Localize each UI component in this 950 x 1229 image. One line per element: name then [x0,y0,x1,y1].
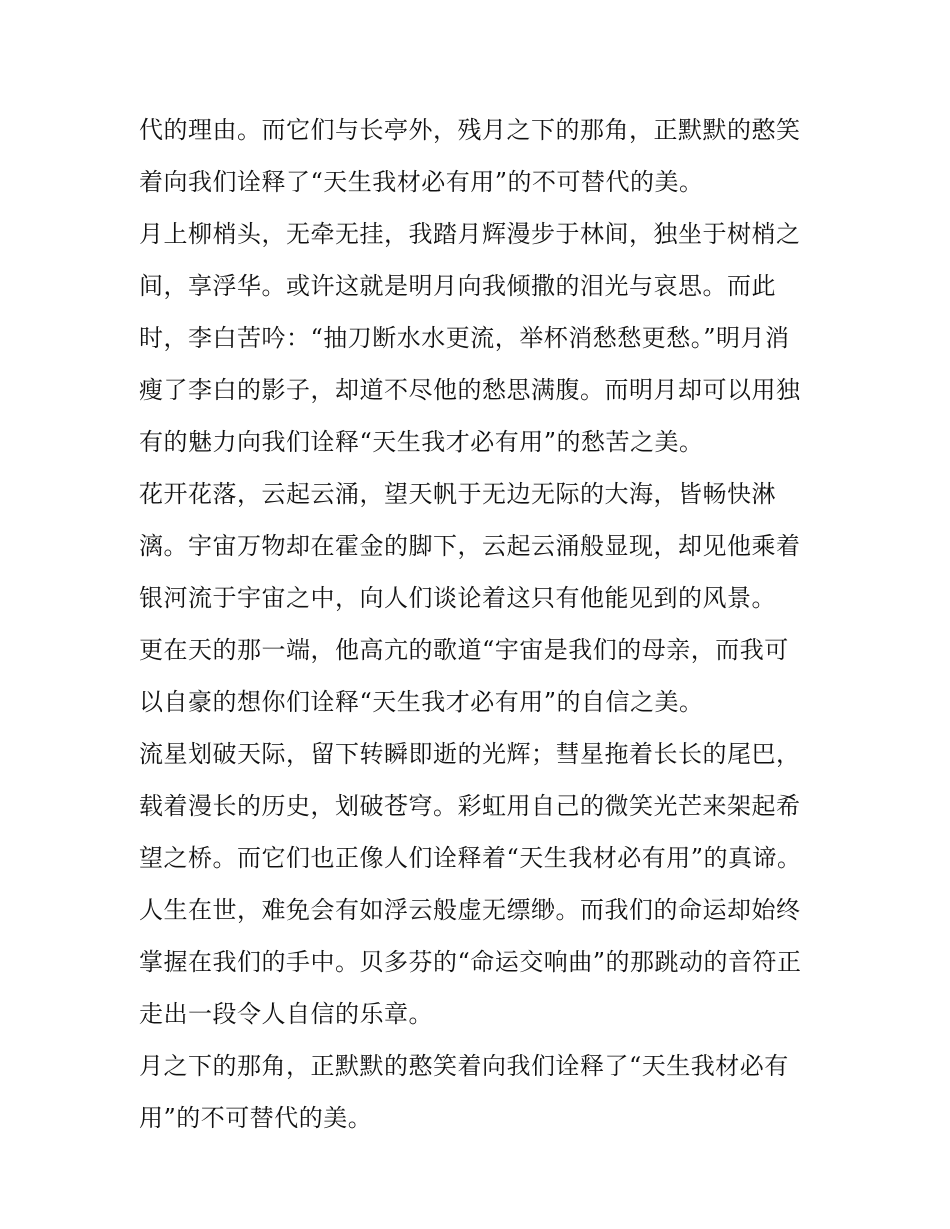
text-line: 时，李白苦吟：“抽刀断水水更流，举杯消愁愁更愁。”明月消 [139,324,790,352]
text-line: 银河流于宇宙之中，向人们谈论着这只有他能见到的风景。 [139,584,776,612]
text-line: 走出一段令人自信的乐章。 [139,1000,433,1028]
essay-text [139,104,819,1144]
text-line: 用”的不可替代的美。 [139,1104,373,1132]
text-line: 着向我们诠释了“天生我材必有用”的不可替代的美。 [139,168,704,196]
text-line: 瘦了李白的影子，却道不尽他的愁思满腹。而明月却可以用独 [139,376,801,404]
text-line: 载着漫长的历史，划破苍穹。彩虹用自己的微笑光芒来架起希 [139,792,801,820]
text-line: 花开花落，云起云涌，望天帆于无边无际的大海，皆畅快淋 [139,480,776,508]
text-line: 人生在世，难免会有如浮云般虚无缥缈。而我们的命运却始终 [139,896,801,924]
text-line: 月上柳梢头，无牵无挂，我踏月辉漫步于林间，独坐于树梢之 [139,220,801,248]
text-line: 月之下的那角，正默默的憨笑着向我们诠释了“天生我材必有 [139,1052,789,1080]
text-line: 有的魅力向我们诠释“天生我才必有用”的愁苦之美。 [139,428,704,456]
text-line: 以自豪的想你们诠释“天生我才必有用”的自信之美。 [139,688,704,716]
text-line: 流星划破天际，留下转瞬即逝的光辉；彗星拖着长长的尾巴， [139,740,801,768]
text-line: 望之桥。而它们也正像人们诠释着“天生我材必有用”的真谛。 [139,844,802,872]
text-line: 掌握在我们的手中。贝多芬的“命运交响曲”的那跳动的音符正 [139,948,802,976]
text-line: 漓。宇宙万物却在霍金的脚下，云起云涌般显现，却见他乘着 [139,532,801,560]
text-line: 更在天的那一端，他高亢的歌道“宇宙是我们的母亲，而我可 [139,636,789,664]
text-line: 代的理由。而它们与长亭外，残月之下的那角，正默默的憨笑 [139,116,801,144]
text-line: 间，享浮华。或许这就是明月向我倾撒的泪光与哀思。而此 [139,272,776,300]
